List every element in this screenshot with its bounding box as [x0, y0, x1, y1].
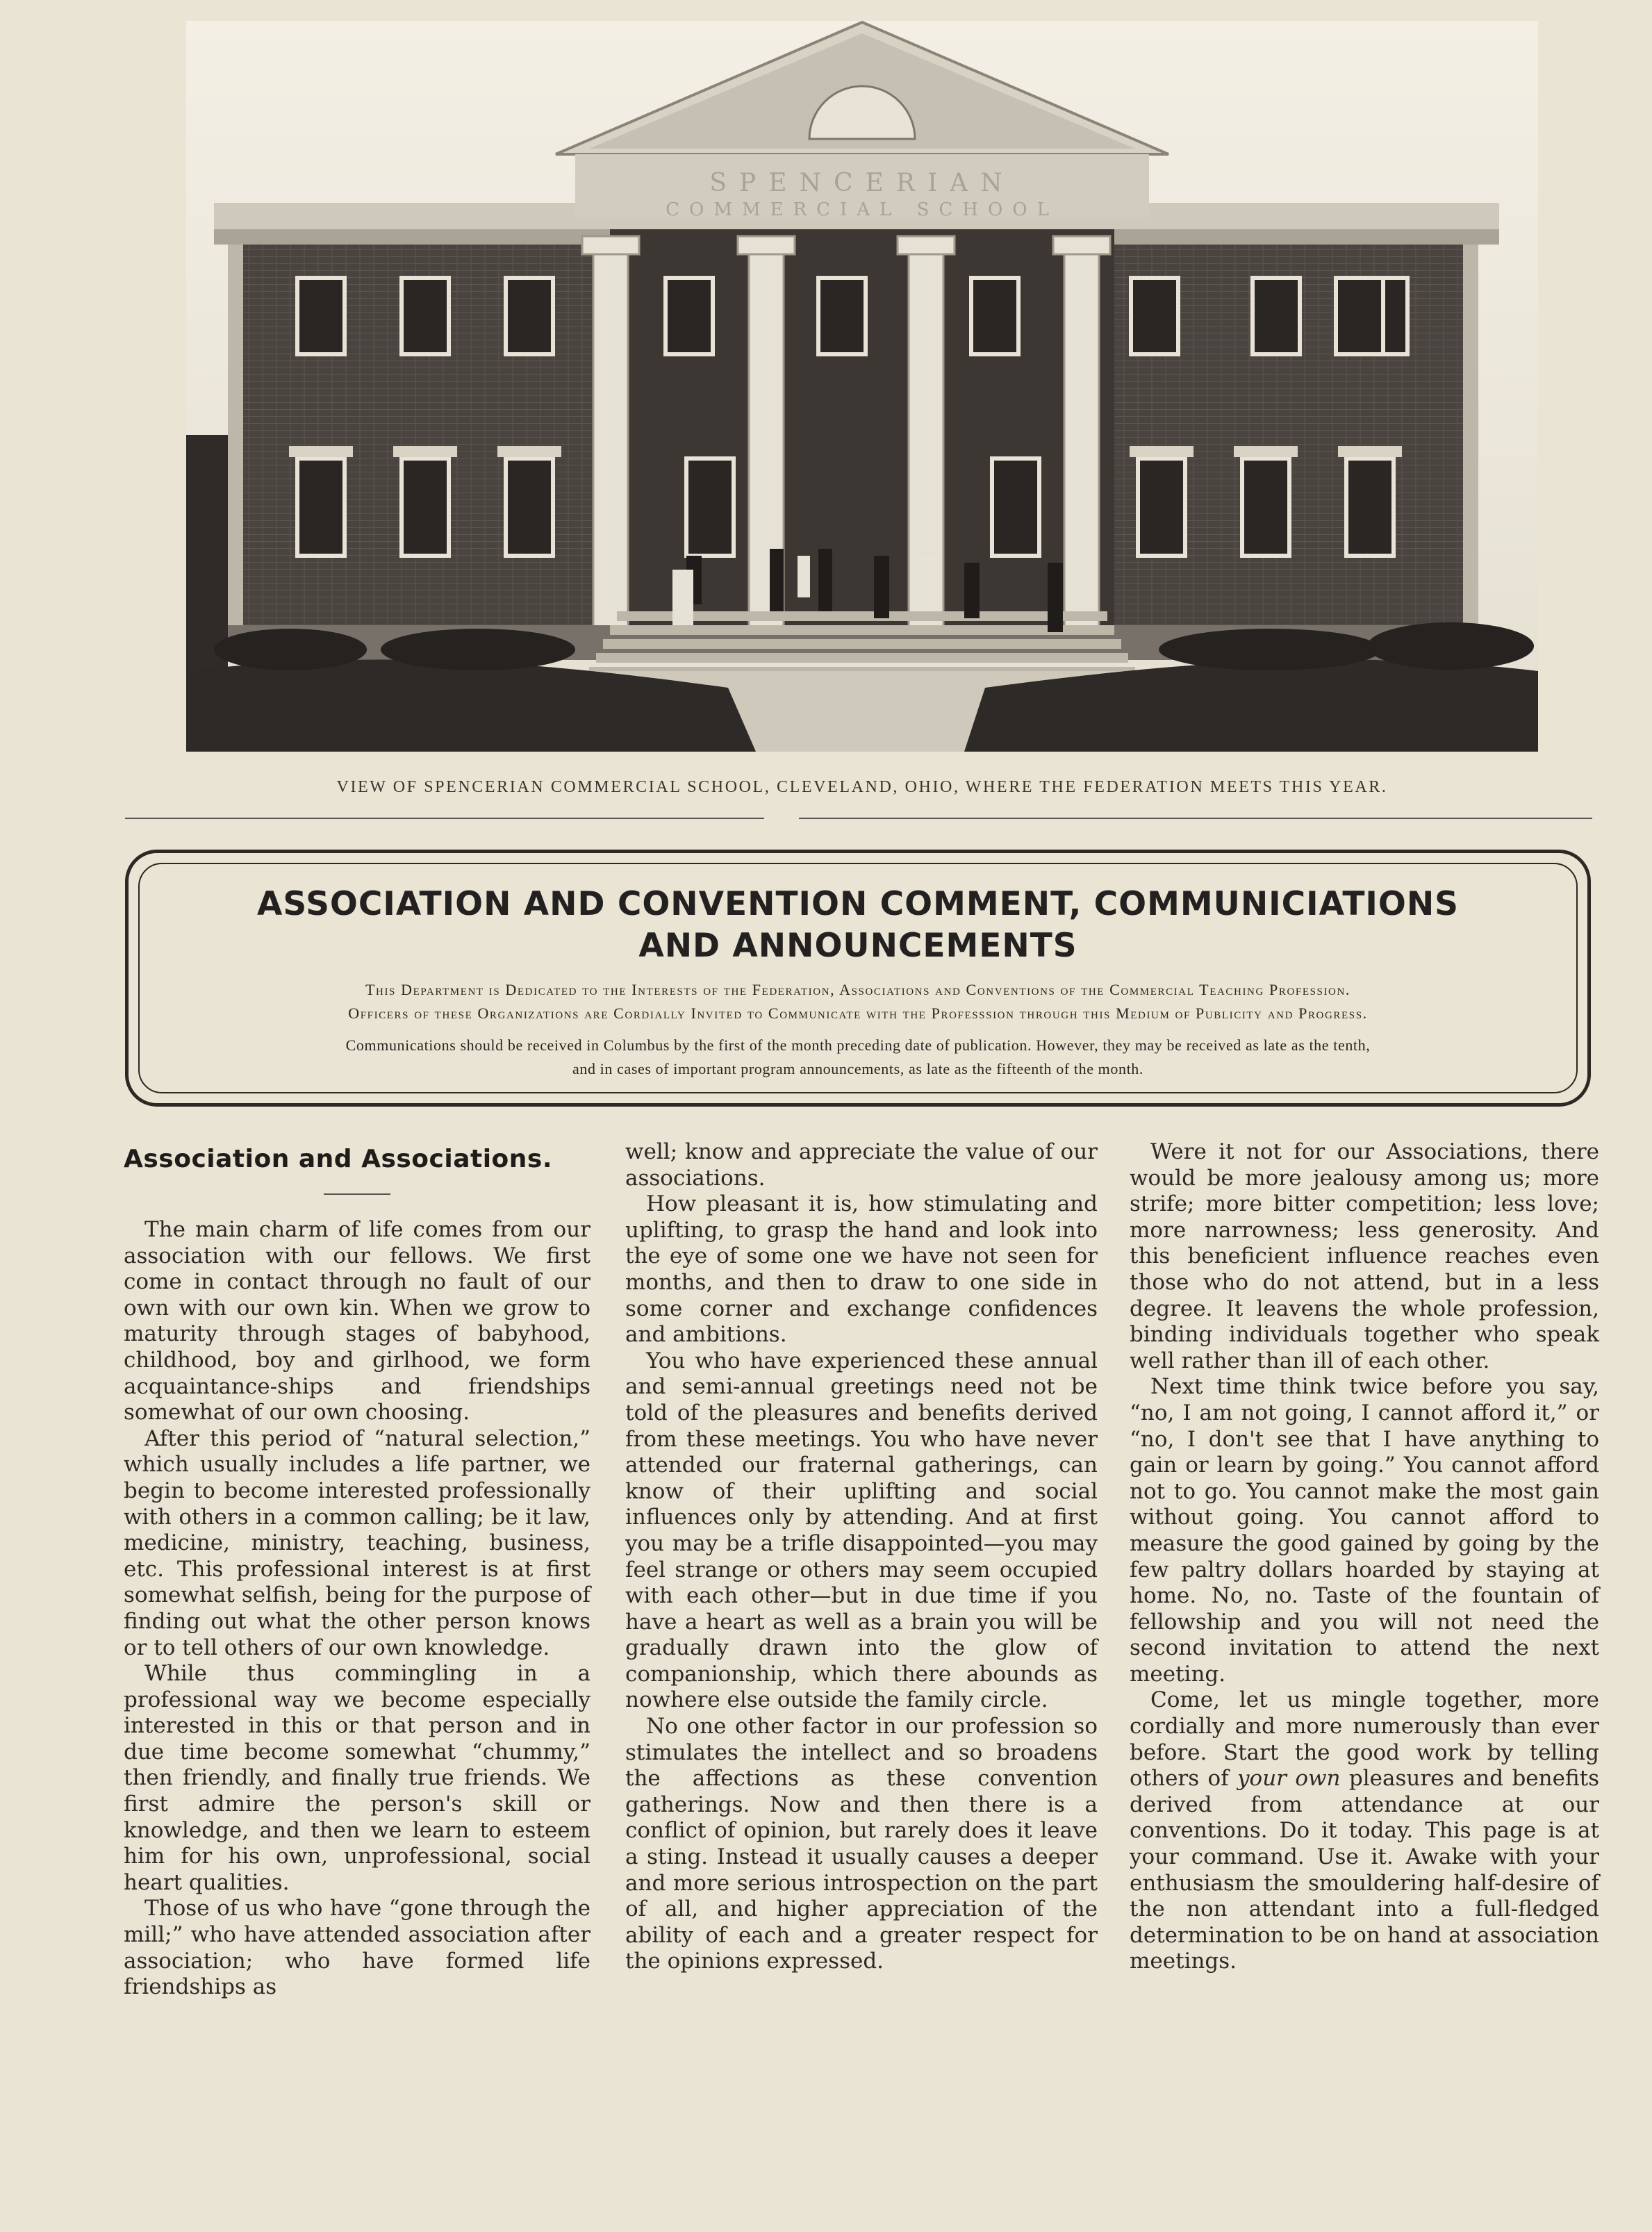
banner-invitation-line: Officers of these Organizations are Cordially Invited to Communicate with the Professsion through this Medium of Publicity and Progress. [348, 1005, 1368, 1022]
article-column-1 [124, 1139, 590, 2001]
article-title: Association and Associations. [124, 1145, 553, 1173]
col2-paragraph-1: well; know and appreciate the value of our associations. [625, 1139, 1098, 1191]
banner-dedication-line: This Department is Dedicated to the Interests of the Federation, Associations and Conventions of the Commercial Teaching Profession. [365, 981, 1351, 998]
photo-caption: VIEW OF SPENCERIAN COMMERCIAL SCHOOL, CLEVELAND, OHIO, WHERE THE FEDERATION MEETS THIS YEAR. [336, 778, 1388, 796]
sign-line1: SPENCERIAN [709, 169, 1015, 197]
col1-paragraph-3: While thus commingling in a professional way we become especially interested in this or that person and in due time become somewhat “chummy,” then friendly, and finally true friends. We first admire the person's skill or knowledge, and then we learn to esteem him for his own, unprofessional, social heart qualities. [124, 1661, 590, 1895]
title-rule [324, 1193, 390, 1195]
banner-title [156, 884, 1560, 967]
col3-paragraph-3 [1130, 1687, 1599, 1975]
banner-deadline-line2: and in cases of important program announcements, as late as the fifteenth of the month. [572, 1060, 1143, 1077]
sign-line2: COMMERCIAL SCHOOL [666, 199, 1059, 220]
article-column-3 [1130, 1139, 1599, 1975]
banner-title-line2: AND ANNOUNCEMENTS [638, 927, 1077, 965]
article-column-2 [625, 1139, 1098, 1975]
building-photo [186, 21, 1538, 752]
banner-deadline-line1: Communications should be received in Columbus by the first of the month preceding date of publication. However, they may be received as late as the tenth, [345, 1036, 1371, 1054]
col3-paragraph-3-end: pleasures and benefits derived from attendance at our conventions. Do it today. This page is at your command. Use it. Awake with your enthusiasm the smouldering half-desire of the non attendant into a full-fledged determination to be on hand at association meetings. [1130, 1766, 1599, 1974]
divider-right [799, 818, 1592, 819]
col3-emphasis: your own [1237, 1766, 1341, 1792]
col3-paragraph-1: Were it not for our Associations, there would be more jealousy among us; more strife; more bitter competition; less love; more narrowness; less generosity. And this beneficient influence reaches even those who do not attend, but in a less degree. It leavens the whole profession, binding individuals together who speak well rather than ill of each other. [1130, 1139, 1599, 1373]
col1-paragraph-2: After this period of “natural selection,” which usually includes a life partner, we begin to become interested professionally with others in a common calling; be it law, medicine, ministry, teaching, business, etc. This professional interest is at first somewhat selfish, being for the purpose of finding out what the other person knows or to tell others of our own knowledge. [124, 1425, 590, 1660]
col1-paragraph-1: The main charm of life comes from our association with our fellows. We first come in contact through no fault of our own with our own kin. When we grow to maturity through stages of babyhood, childhood, boy and girlhood, we form acquaintance-ships and friendships somewhat of our own choosing. [124, 1217, 590, 1425]
divider-left [125, 818, 764, 819]
banner-title-line1: ASSOCIATION AND CONVENTION COMMENT, COMMUNICIATIONS [256, 885, 1460, 923]
col2-paragraph-2: How pleasant it is, how stimulating and uplifting, to grasp the hand and look into the eye of some one we have not seen for months, and then to draw to one side in some corner and exchange confidences and ambitions. [625, 1191, 1098, 1348]
department-banner [125, 850, 1591, 1107]
col3-paragraph-3-start: Come, let us mingle together, more cordially and more numerously than ever before. Start the good work by telling others of [1130, 1687, 1599, 1792]
col3-paragraph-2: Next time think twice before you say, “no, I am not going, I cannot afford it,” or “no, I don't see that I have anything to gain or learn by going.” You cannot afford not to go. You cannot make the most gain without going. You cannot afford to measure the good gained by going by the few paltry dollars hoarded by staying at home. No, no. Taste of the fountain of fellowship and you will not need the second invitation to attend the next meeting. [1130, 1374, 1599, 1687]
building-illustration [186, 21, 1538, 752]
col2-paragraph-4: No one other factor in our profession so stimulates the intellect and so broadens the affections as these convention gatherings. Now and then there is a conflict of opinion, but rarely does it leave a sting. Instead it usually causes a deeper and more serious introspection on the part of all, and higher appreciation of the ability of each and a greater respect for the opinions expressed. [625, 1714, 1098, 1974]
col2-paragraph-3: You who have experienced these annual and semi-annual greetings need not be told of the pleasures and benefits derived from these meetings. You who have never attended our fraternal gatherings, can know of their uplifting and social influences only by attending. And at first you may be a trifle disappointed—you may feel strange or others may seem occupied with each other—but in due time if you have a heart as well as a brain you will be gradually drawn into the glow of companionship, which there abounds as nowhere else outside the family circle. [625, 1348, 1098, 1713]
col1-paragraph-4: Those of us who have “gone through the mill;” who have attended association after association; who have formed life friendships as [124, 1896, 590, 2000]
